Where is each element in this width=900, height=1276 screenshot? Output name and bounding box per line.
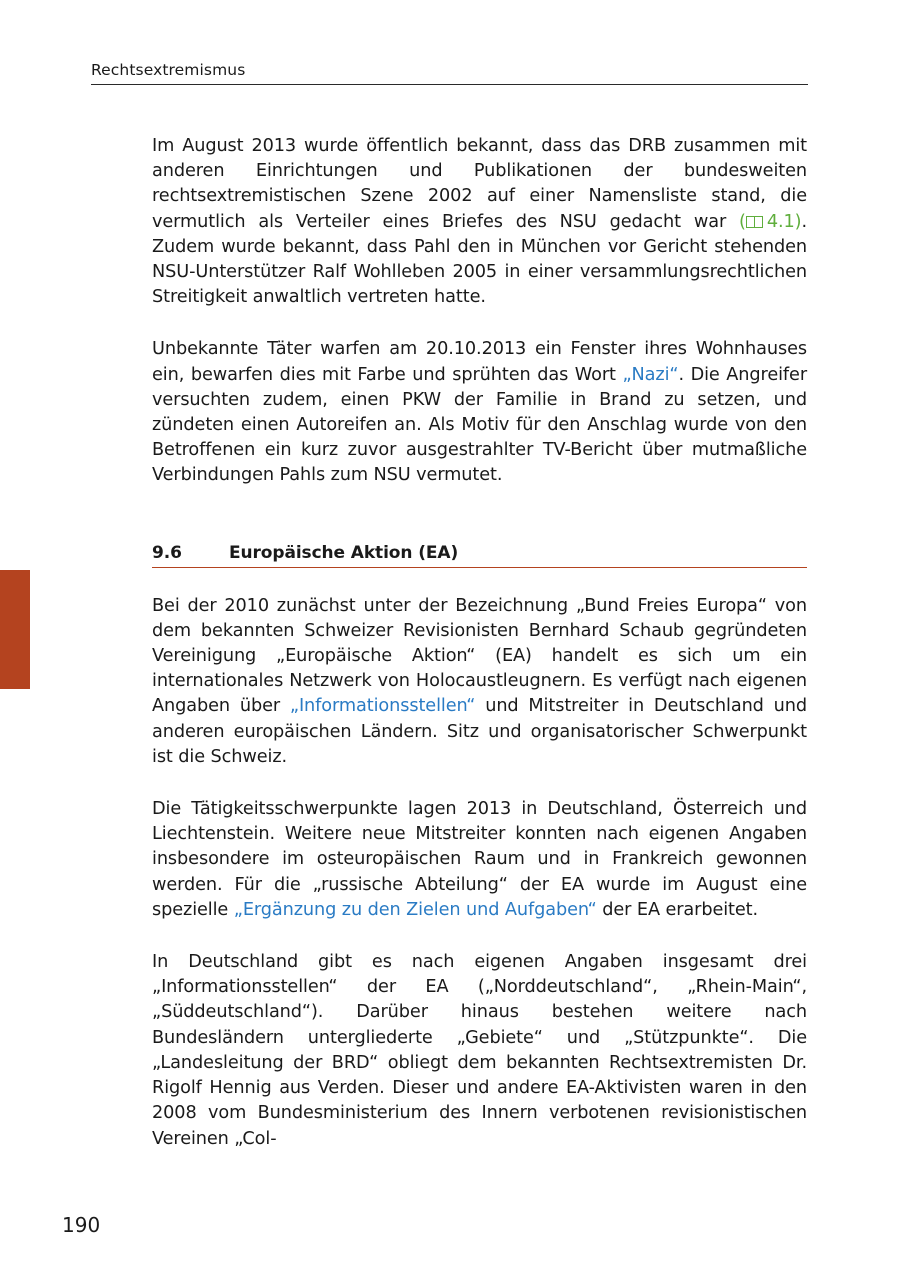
book-icon: [746, 216, 763, 228]
header-rule: [91, 84, 808, 85]
paragraph-taetigkeitsschwerpunkte: Die Tätigkeitsschwerpunkte lagen 2013 in Deutschland, Österreich und Liechtenstein. Weitere neue Mitstreiter konnten nach eigenen Angaben insbesondere im osteuropäischen Raum und in Frankreich gewonnen werden. Für die „russische Abteilung“ der EA wurde im August eine spezielle „Ergänzung zu den Zielen und Aufgaben“ der EA erarbeitet.: [152, 799, 807, 920]
page-number: 190: [62, 1213, 101, 1237]
section-number: 9.6: [152, 542, 182, 563]
paragraph-deutschland: In Deutschland gibt es nach eigenen Angaben insgesamt drei „Informationsstellen“ der EA („Norddeutschland“, „Rhein-Main“, „Süddeutschland“). Darüber hinaus bestehen weitere nach Bundesländern untergliederte „Gebiete“ und „Stützpunkte“. Die „Landesleitung der BRD“ obliegt dem bekannten Rechtsextremisten Dr. Rigolf Hennig aus Verden. Dieser und andere EA-Aktivisten waren in den 2008 vom Bundesministerium des Innern verbotenen revisionistischen Vereinen „Col-: [152, 952, 807, 1149]
paragraph-ea-intro: Bei der 2010 zunächst unter der Bezeichnung „Bund Freies Europa“ von dem bekannten Schweizer Revisionisten Bernhard Schaub gegründeten Vereinigung „Europäische Aktion“ (EA) handelt es sich um ein internationales Netzwerk von Holocaustleugnern. Es verfügt nach eigenen Angaben über „Informationsstellen“ und Mitstreiter in Deutschland und anderen europäischen Ländern. Sitz und organisatorischer Schwerpunkt ist die Schweiz.: [152, 595, 807, 767]
ergaenzung-link[interactable]: „Ergänzung zu den Zielen und Aufgaben“: [233, 899, 597, 920]
section-title: Europäische Aktion (EA): [229, 542, 459, 563]
paragraph-anschlag: Unbekannte Täter warfen am 20.10.2013 ein Fenster ihres Wohnhauses ein, bewarfen dies mit Farbe und sprühten das Wort „Nazi“. Die Angreifer versuchten zudem, einen PKW der Familie in Brand zu setzen, und zündeten einen Autoreifen an. Als Motiv für den Anschlag wurde von den Betroffenen ein kurz zuvor ausgestrahlter TV-Bericht über mutmaßliche Verbindungen Pahls zum NSU vermutet.: [152, 339, 807, 486]
paragraph-drb-namensliste: Im August 2013 wurde öffentlich bekannt, dass das DRB zusammen mit anderen Einrichtungen und Publikationen der bundesweiten rechtsextremistischen Szene 2002 auf einer Namensliste stand, die vermutlich als Verteiler eines Briefes des NSU gedacht war ( 4.1). Zudem wurde bekannt, dass Pahl den in München vor Gericht stehenden NSU-Unterstützer Ralf Wohlleben 2005 in einer versammlungsrechtlichen Streitigkeit anwaltlich vertreten hatte.: [152, 136, 807, 308]
section-heading: [152, 542, 807, 568]
nazi-link[interactable]: „Nazi“: [622, 364, 679, 385]
cross-reference-link[interactable]: ( 4.1): [739, 211, 802, 232]
running-head: Rechtsextremismus: [91, 61, 246, 79]
informationsstellen-link[interactable]: „Informationsstellen“: [289, 696, 476, 717]
body-text: [152, 134, 807, 1152]
chapter-tab-marker: [0, 570, 30, 689]
